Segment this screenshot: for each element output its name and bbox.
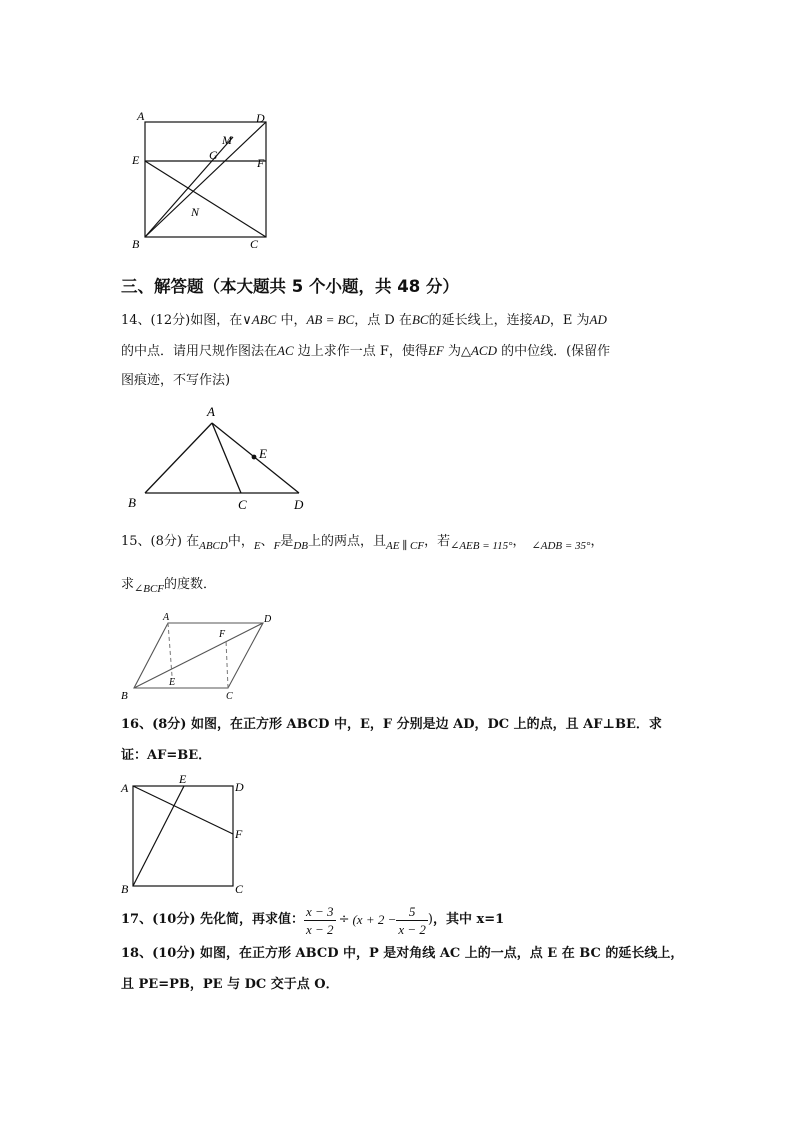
label-b: B (121, 882, 129, 896)
q15-text: ，若 (424, 534, 451, 549)
q14-text: 的中位线．(保留作 (496, 344, 611, 359)
figure-q16 (118, 772, 253, 897)
q16-line1: 16、(8分) 如图，在正方形 ABCD 中，E，F 分别是边 AD，DC 上的点，且 AF⊥BE．求 (121, 717, 662, 732)
label-d: D (235, 780, 244, 794)
q14-text: 的延长线上，连接 (428, 313, 533, 328)
label-d: D (264, 614, 272, 625)
label-e: E (179, 772, 187, 786)
q15-angle-bcf: ∠BCF (134, 583, 165, 595)
segment-ae (168, 623, 172, 676)
square-abcd (133, 786, 233, 886)
q17-prefix: 17、(10分) 先化简，再求值： (121, 912, 305, 927)
q15-point-e: E (253, 540, 261, 552)
q15-point-f: F (273, 540, 281, 552)
q14-prefix: 14、(12分)如图，在 (121, 313, 243, 328)
q15-text: 、 (260, 534, 274, 549)
segment-af (133, 786, 233, 834)
q15-prefix: 15、(8分) 在 (121, 534, 200, 549)
q14-line2 (121, 343, 610, 360)
q14-text: 的中点．请用尺规作图法在 (121, 344, 278, 359)
label-f: F (257, 156, 265, 170)
label-e: E (259, 446, 267, 461)
section-title: 三、解答题（本大题共 5 个小题，共 48 分） (121, 277, 459, 296)
q17-close: ) (427, 912, 433, 927)
q14-line1 (121, 312, 607, 329)
label-c: C (250, 237, 259, 251)
q17-denominator-1: x − 2 (306, 921, 334, 937)
label-n: N (191, 205, 200, 219)
label-a: A (163, 612, 170, 623)
q17-fraction-1 (304, 903, 336, 938)
q16-line2: 证：AF=BE． (121, 748, 212, 763)
q14-segment-ad: AD (532, 312, 550, 327)
label-c: C (226, 691, 233, 702)
label-d: D (294, 497, 304, 512)
segment-ac (212, 423, 241, 493)
point-e (252, 455, 257, 460)
q14-segment-bc: BC (411, 312, 429, 327)
q17-divide: ÷ (338, 912, 350, 927)
q15-parallelogram: ABCD (199, 540, 228, 552)
q15-text: 是 (280, 534, 294, 549)
label-e: E (132, 153, 140, 167)
q15-angle-aeb: ∠AEB = 115° (450, 540, 513, 552)
figure-q14 (125, 400, 320, 515)
q14-line3: 图痕迹，不写作法) (121, 373, 231, 388)
label-b: B (132, 237, 140, 251)
label-a: A (137, 109, 145, 123)
q15-text: ， (590, 534, 604, 549)
q17-denominator-2: x − 2 (398, 921, 426, 937)
q14-text: 为 (443, 344, 461, 359)
q15-text: 中， (227, 534, 254, 549)
segment-bd (145, 122, 266, 237)
q17-open: (x + 2 − (352, 912, 397, 927)
q15-text: 上的两点，且 (308, 534, 387, 549)
label-b: B (121, 690, 128, 702)
label-f: F (235, 827, 243, 841)
label-g: G (209, 148, 218, 162)
figure-q13 (125, 105, 275, 255)
segment-be (133, 786, 184, 886)
q15-text: 的度数． (164, 577, 217, 592)
segment-cf (226, 640, 228, 688)
q14-text: 边上求作一点 F，使得 (293, 344, 428, 359)
q15-line2 (121, 577, 216, 593)
label-a: A (207, 404, 215, 419)
q17-line (121, 898, 504, 942)
figure-q15 (118, 606, 283, 706)
q15-angle-adb: ∠ADB = 35° (531, 540, 591, 552)
q15-parallel: AE ∥ CF (386, 540, 425, 552)
label-m: M (222, 133, 232, 147)
segment-bm (145, 137, 233, 237)
label-f: F (219, 629, 226, 640)
q15-text: 求 (121, 577, 135, 592)
q17-numerator-1: x − 3 (306, 903, 334, 919)
q17-suffix: ，其中 x=1 (433, 912, 505, 927)
q15-text: ， (512, 534, 526, 549)
q15-segment-db: DB (293, 540, 309, 552)
label-c: C (238, 497, 247, 512)
q14-text: ，点 D 在 (354, 313, 412, 328)
q14-triangle: ∨ABC (242, 312, 277, 327)
label-b: B (128, 495, 136, 510)
q14-segment-ef: EF (427, 343, 444, 358)
label-e: E (169, 677, 176, 688)
diagonal-bd (134, 623, 263, 688)
label-d: D (256, 111, 265, 125)
label-a: A (121, 781, 129, 795)
q15-line1 (121, 534, 603, 550)
q14-text: ，E 为 (549, 313, 590, 328)
q14-segment-ad: AD (589, 312, 607, 327)
q18-line1: 18、(10分) 如图，在正方形 ABCD 中，P 是对角线 AC 上的一点，点 E 在 BC 的延长线上， (121, 946, 684, 961)
q14-segment-ac: AC (277, 343, 294, 358)
q14-triangle-acd: △ACD (460, 343, 497, 358)
q14-text: 中， (276, 313, 307, 328)
q14-equation: AB = BC (306, 312, 355, 327)
segment-ab (145, 423, 212, 493)
q17-numerator-2: 5 (396, 903, 428, 921)
label-c: C (235, 882, 244, 896)
segment-ec (145, 161, 266, 237)
q17-fraction-2 (396, 903, 428, 938)
q18-line2: 且 PE=PB，PE 与 DC 交于点 O． (121, 977, 339, 992)
